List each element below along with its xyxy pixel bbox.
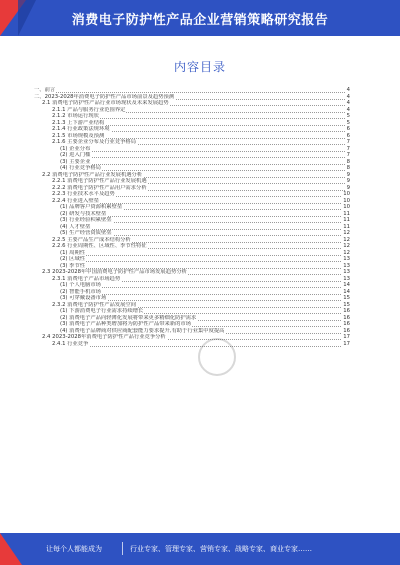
toc-entry-text: 2.4.1 行业竞争 (52, 340, 89, 347)
toc-entry-text: (1) 个人电脑市场 (60, 282, 101, 288)
toc-entry-page: 14 (343, 282, 350, 288)
toc-entry-page: 17 (343, 340, 350, 347)
toc-leader-dots (60, 289, 345, 295)
table-of-contents (34, 87, 350, 347)
toc-leader-dots (52, 341, 345, 347)
toc-entry-text: (1) 品牌客户资源积累壁垒 (60, 204, 123, 210)
toc-entry-page: 4 (346, 100, 350, 106)
toc-leader-dots (60, 159, 345, 165)
toc-entry-page: 4 (346, 87, 350, 93)
toc-entry-text: 2.2.3 行业技术水平及趋势 (52, 191, 115, 197)
footer-red-accent (0, 533, 22, 565)
toc-entry-text: (3) 消费电子产品种类增加将为防护性产品带来新的市场 (60, 321, 192, 327)
toc-entry-page: 7 (346, 152, 350, 158)
toc-entry-text: 二、2023-2028年消费电子防护性产品市场前景及趋势预测 (34, 93, 175, 100)
toc-leader-dots (60, 224, 345, 230)
toc-entry-text: (3) 行业经验积累壁垒 (60, 217, 112, 223)
toc-entry-text: (1) 企业分布 (60, 145, 91, 152)
toc-entry-text: 2.1.4 行业政策法规环境 (52, 126, 110, 132)
toc-leader-dots (60, 250, 345, 256)
toc-leader-dots (60, 152, 345, 158)
toc-entry[interactable] (34, 341, 350, 348)
toc-entry-page: 10 (343, 197, 350, 204)
toc-leader-dots (60, 146, 345, 152)
toc-entry-page: 12 (343, 243, 350, 249)
toc-leader-dots (60, 263, 345, 269)
toc-entry-page: 8 (346, 158, 350, 165)
toc-entry-page: 16 (343, 314, 350, 321)
toc-leader-dots (34, 87, 345, 93)
toc-entry-text: (1) 下游消费电子行业需求持续增长 (60, 308, 144, 314)
toc-leader-dots (60, 282, 345, 288)
toc-entry-text: (5) 生产经营资质壁垒 (60, 230, 112, 236)
toc-entry-page: 16 (343, 308, 350, 314)
watermark-seal (198, 338, 236, 376)
toc-entry-page: 9 (346, 171, 350, 178)
toc-entry-page: 11 (343, 217, 350, 223)
toc-entry-text: 2.2.5 主要产品生产成本结构分析 (52, 236, 131, 243)
toc-entry-text: (2) 区域性 (60, 256, 86, 262)
toc-entry-text: (2) 智能手机市场 (60, 288, 101, 295)
toc-leader-dots (60, 256, 345, 262)
footer-slogan-left: 让每个人都能成为 (46, 545, 102, 553)
toc-entry-text: (2) 消费电子产品向轻薄化发展将带来更多精细化防护需求 (60, 314, 197, 321)
toc-entry-text: 2.1.1 产品与服务行业范围界定 (52, 106, 126, 113)
toc-entry-text: 2.2 消费电子防护性产品行业发展机遇分析 (42, 171, 143, 178)
toc-entry-text: (4) 人才壁垒 (60, 223, 91, 230)
toc-entry-page: 16 (343, 321, 350, 327)
toc-entry-text: 2.1.2 市场运行现状 (52, 113, 99, 119)
toc-entry-text: (4) 行业竞争格局 (60, 165, 101, 171)
footer-slogan-right: 行业专家、管理专家、营销专家、战略专家、商业专家…… (130, 545, 312, 553)
toc-entry-page: 13 (343, 275, 350, 282)
toc-entry-text: (2) 研发与技术壁垒 (60, 210, 107, 217)
toc-entry-text: 2.4 2023-2028年消费电子防护性产品行业竞争分析 (42, 334, 166, 340)
toc-entry-page: 6 (346, 126, 350, 132)
toc-entry-page: 13 (343, 262, 350, 269)
toc-entry-text: (1) 周期性 (60, 249, 86, 256)
toc-entry-page: 4 (346, 106, 350, 113)
toc-entry-text: (2) 进入门槛 (60, 152, 91, 158)
toc-entry-page: 9 (346, 184, 350, 191)
toc-entry-text: 2.1.5 市场规模及预测 (52, 132, 105, 139)
toc-entry-page: 7 (346, 145, 350, 152)
report-footer (0, 533, 400, 565)
toc-entry-text: (3) 可穿戴设备市场 (60, 295, 107, 301)
toc-entry-text: 2.2.4 行业进入壁垒 (52, 197, 99, 204)
toc-entry-page: 6 (346, 132, 350, 139)
toc-entry-page: 5 (346, 119, 350, 126)
toc-heading: 内容目录 (173, 60, 226, 74)
report-title: 消费电子防护性产品企业营销策略研究报告 (71, 13, 329, 28)
toc-entry-page: 12 (343, 230, 350, 236)
toc-entry-page: 9 (346, 178, 350, 184)
toc-entry-text: (3) 主要企业 (60, 158, 91, 165)
toc-entry-text: 2.3.1 消费电子产品市场趋势 (52, 275, 121, 282)
toc-entry-page: 11 (343, 223, 350, 230)
toc-entry-text: 2.1.6 主要企业分布及行业竞争格局 (52, 139, 137, 145)
toc-entry-text: (3) 季节性 (60, 262, 86, 269)
toc-entry-page: 10 (343, 191, 350, 197)
toc-leader-dots (60, 165, 345, 171)
toc-entry-text: 2.1 消费电子防护性产品行业市场现状及未来发展趋势 (42, 100, 169, 106)
toc-entry-page: 13 (343, 256, 350, 262)
toc-entry-text: 一、前言 (34, 87, 56, 93)
toc-entry-page: 17 (343, 334, 350, 340)
toc-entry-page: 12 (343, 249, 350, 256)
toc-entry-text: (4) 消费电子品牌商对供应商配套能力要求提升,有助于行业集中度提高 (60, 327, 225, 334)
toc-entry-text: 2.1.3 上下游产业结构 (52, 119, 105, 126)
toc-entry-text: 2.3 2023-2028年中国消费电子防护性产品市场发展趋势分析 (42, 269, 187, 275)
toc-entry-page: 15 (343, 295, 350, 301)
toc-entry-page: 11 (343, 210, 350, 217)
footer-divider (122, 542, 123, 555)
toc-entry-page: 14 (343, 288, 350, 295)
toc-entry-text: 2.2.6 行业周期性、区域性、季节性特征 (52, 243, 147, 249)
toc-entry-page: 7 (346, 139, 350, 145)
toc-entry-page: 4 (346, 93, 350, 100)
toc-entry-page: 15 (343, 301, 350, 308)
toc-entry-page: 8 (346, 165, 350, 171)
toc-entry-page: 12 (343, 236, 350, 243)
toc-entry-text: 2.3.2 消费电子防护性产品发展空间 (52, 301, 137, 308)
toc-entry-page: 5 (346, 113, 350, 119)
report-header (0, 0, 400, 36)
toc-entry-page: 13 (343, 269, 350, 275)
toc-entry-page: 10 (343, 204, 350, 210)
toc-entry-text: 2.2.1 消费电子防护性产品行业发展机遇 (52, 178, 147, 184)
toc-entry-page: 16 (343, 327, 350, 334)
toc-entry-text: 2.2.2 消费电子防护性产品用户需求分析 (52, 184, 147, 191)
